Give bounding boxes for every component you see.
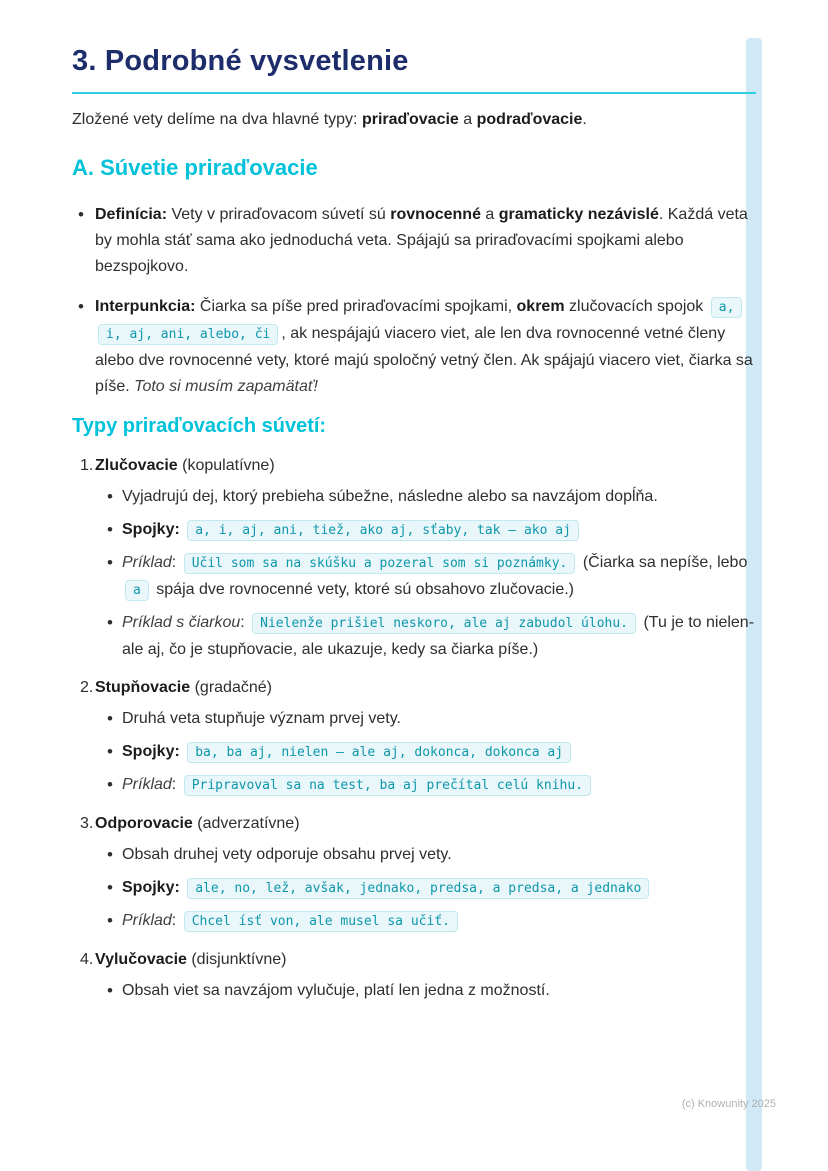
text-segment: Vyjadrujú dej, ktorý prebieha súbežne, následne alebo sa navzájom dopĺňa. xyxy=(122,488,658,505)
text-segment: podraďovacie xyxy=(476,111,583,128)
text-segment: Obsah viet sa navzájom vylučuje, platí len jedna z možností. xyxy=(122,982,550,999)
item-content xyxy=(95,947,756,1011)
list-item xyxy=(107,739,756,766)
text-segment: Zložené vety delíme na dva hlavné typy: xyxy=(72,111,362,128)
text-segment: spája dve rovnocenné vety, ktoré sú obsahovo zlučovacie.) xyxy=(151,581,574,598)
item-number: 2. xyxy=(80,679,94,696)
inline-code-chip: Chcel ísť von, ale musel sa učiť. xyxy=(184,911,458,932)
title-divider xyxy=(72,92,756,94)
types-numbered-list xyxy=(72,453,756,1011)
inline-code-chip: Pripravoval sa na test, ba aj prečítal celú knihu. xyxy=(184,775,591,796)
section-a-heading: A. Súvetie priraďovacie xyxy=(72,155,318,180)
item-title xyxy=(95,675,756,701)
item-number: 3. xyxy=(80,815,94,832)
text-segment: (Čiarka sa nepíše, lebo xyxy=(578,554,748,571)
inline-code-chip: a xyxy=(125,580,149,601)
text-segment: Príklad s čiarkou xyxy=(122,614,241,631)
item-content xyxy=(95,811,756,941)
bullet-marker xyxy=(107,978,122,1005)
bullet-text-spojky xyxy=(122,739,756,766)
item-number: 1. xyxy=(80,457,94,474)
text-segment: Vety v priraďovacom súvetí sú xyxy=(167,206,391,223)
bullet-marker xyxy=(107,908,122,935)
inline-code-chip: a, i, aj, ani, alebo, či xyxy=(98,297,742,345)
list-item xyxy=(107,610,756,663)
list-item xyxy=(107,978,756,1005)
text-segment: a xyxy=(480,206,499,223)
bullet-text xyxy=(122,978,756,1005)
text-segment: Čiarka sa píše pred priraďovacími spojkami, xyxy=(195,298,517,315)
bullet-marker xyxy=(78,202,95,280)
bullet-text-priklad xyxy=(122,550,756,604)
text-segment: : xyxy=(171,776,181,793)
text-segment: (disjunktívne) xyxy=(186,951,287,968)
bullet-text xyxy=(122,706,756,733)
text-segment: okrem xyxy=(516,298,565,315)
bullet-text xyxy=(122,842,756,869)
text-segment: , ak nespájajú viacero viet, ale len dva rovnocenné vetné členy alebo dve rovnocenné vety, ktoré majú spoločný vetný člen. Ak spájajú viacero viet, čiarka sa píše. xyxy=(95,325,753,395)
text-segment: : xyxy=(171,554,181,571)
item-title xyxy=(95,811,756,837)
bullet-marker xyxy=(107,484,122,511)
text-segment: (gradačné) xyxy=(190,679,272,696)
types-heading: Typy priraďovacích súvetí: xyxy=(72,415,327,437)
item-title xyxy=(95,453,756,479)
text-segment: Obsah druhej vety odporuje obsahu prvej vety. xyxy=(122,846,452,863)
text-segment: zlučovacích spojok xyxy=(564,298,708,315)
text-segment: a xyxy=(458,111,477,128)
item-title xyxy=(95,947,756,973)
list-item xyxy=(107,772,756,799)
text-segment: Zlučovacie xyxy=(95,457,178,474)
text-segment: Vylučovacie xyxy=(95,951,187,968)
text-segment: Príklad xyxy=(122,554,172,571)
text-segment: Príklad xyxy=(122,776,172,793)
text-segment: (kopulatívne) xyxy=(177,457,275,474)
bullet-marker xyxy=(107,550,122,604)
bullet-marker xyxy=(107,517,122,544)
numbered-item-stupnovacie xyxy=(80,675,756,805)
copyright-footer: (c) Knowunity 2025 xyxy=(681,1098,776,1110)
inline-code-chip: ale, no, lež, avšak, jednako, predsa, a predsa, a jednako xyxy=(187,878,649,899)
bullet-text-definicia xyxy=(95,202,756,280)
text-segment: Príklad xyxy=(122,912,172,929)
text-segment: Druhá veta stupňuje význam prvej vety. xyxy=(122,710,401,727)
bullet-marker xyxy=(78,294,95,400)
item-sub-bullets xyxy=(95,842,756,935)
bullet-text-spojky xyxy=(122,875,756,902)
list-item xyxy=(107,484,756,511)
bullet-text xyxy=(122,484,756,511)
bullet-text-priklad xyxy=(122,772,756,799)
text-segment: : xyxy=(240,614,250,631)
list-item xyxy=(107,842,756,869)
bullet-text-interpunkcia xyxy=(95,294,756,400)
text-segment: (Tu je to nielen-ale aj, čo je stupňovacie, ale ukazuje, kedy sa čiarka píše.) xyxy=(122,614,755,658)
text-segment: (adverzatívne) xyxy=(192,815,300,832)
list-item xyxy=(107,706,756,733)
bullet-marker xyxy=(107,772,122,799)
text-segment: gramaticky nezávislé xyxy=(498,206,659,223)
page-title: 3. Podrobné vysvetlenie xyxy=(72,45,409,77)
bullet-marker xyxy=(107,610,122,663)
text-segment: Definícia: xyxy=(95,206,168,223)
text-segment: . Každá veta by mohla stáť sama ako jednoduchá veta. Spájajú sa priraďovacími spojkami alebo bezspojkovo. xyxy=(95,206,748,275)
text-segment: Odporovacie xyxy=(95,815,193,832)
numbered-item-vylucovacie xyxy=(80,947,756,1011)
numbered-item-odporovacie xyxy=(80,811,756,941)
bullet-marker xyxy=(107,875,122,902)
bullet-marker xyxy=(107,842,122,869)
numbered-item-zlucovacie xyxy=(80,453,756,669)
bullet-text-priklad-s-ciarkou xyxy=(122,610,756,663)
bullet-marker xyxy=(107,706,122,733)
inline-code-chip: ba, ba aj, nielen – ale aj, dokonca, dokonca aj xyxy=(187,742,571,763)
bullet-marker xyxy=(107,739,122,766)
list-item xyxy=(107,875,756,902)
inline-code-chip: Nielenže prišiel neskoro, ale aj zabudol úlohu. xyxy=(252,613,636,634)
item-sub-bullets xyxy=(95,484,756,663)
text-segment: Spojky: xyxy=(122,521,185,538)
item-sub-bullets xyxy=(95,706,756,799)
text-segment: Interpunkcia: xyxy=(95,298,196,315)
text-segment: Spojky: xyxy=(122,743,185,760)
text-segment: : xyxy=(171,912,181,929)
bullet-text-spojky xyxy=(122,517,756,544)
document-content xyxy=(72,44,756,1017)
section-a-bullet-list xyxy=(72,202,756,400)
list-item xyxy=(107,550,756,604)
list-item xyxy=(107,908,756,935)
intro-paragraph xyxy=(72,107,756,133)
item-sub-bullets xyxy=(95,978,756,1005)
text-segment: Spojky: xyxy=(122,879,185,896)
text-segment: priraďovacie xyxy=(361,111,459,128)
item-number: 4. xyxy=(80,951,94,968)
text-segment: rovnocenné xyxy=(390,206,481,223)
inline-code-chip: a, i, aj, ani, tiež, ako aj, sťaby, tak – ako aj xyxy=(187,520,579,541)
text-segment: . xyxy=(582,111,587,128)
text-segment: Stupňovacie xyxy=(95,679,191,696)
item-content xyxy=(95,453,756,669)
list-item xyxy=(107,517,756,544)
list-item xyxy=(72,294,756,400)
item-content xyxy=(95,675,756,805)
list-item xyxy=(72,202,756,280)
text-segment: Toto si musím zapamätať! xyxy=(134,378,318,395)
inline-code-chip: Učil som sa na skúšku a pozeral som si poznámky. xyxy=(184,553,576,574)
bullet-text-priklad xyxy=(122,908,756,935)
